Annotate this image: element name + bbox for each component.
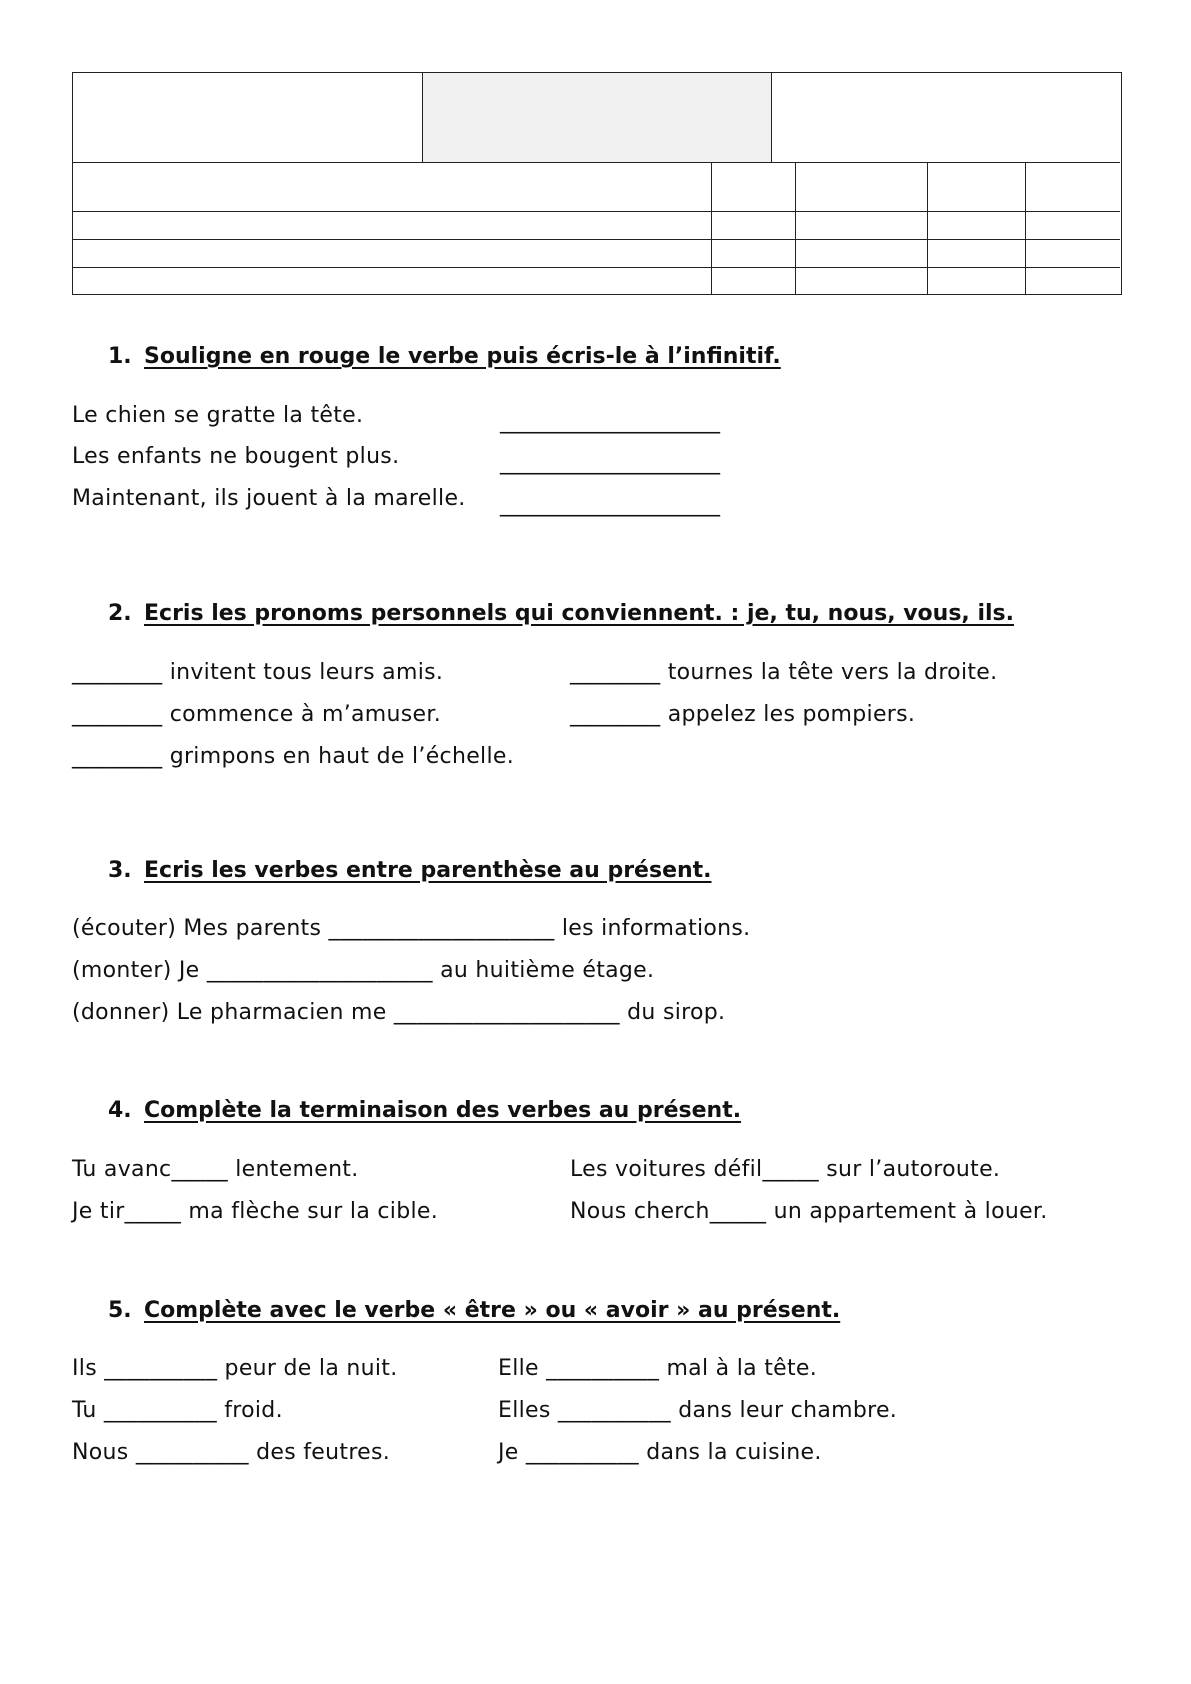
- table-divider: [711, 162, 712, 295]
- ex3-line[interactable]: (donner) Le pharmacien me ____________________ du sirop.: [72, 1000, 726, 1025]
- exercise-number: 5.: [108, 1298, 132, 1323]
- ex3-line[interactable]: (monter) Je ____________________ au huitième étage.: [72, 958, 655, 983]
- table-divider: [422, 73, 423, 162]
- ex2-left-line[interactable]: ________ grimpons en haut de l’échelle.: [72, 744, 514, 769]
- ex1-sentence: Maintenant, ils jouent à la marelle.: [72, 486, 466, 511]
- exercise-number: 4.: [108, 1098, 132, 1123]
- ex4-right-line[interactable]: Nous cherch_____ un appartement à louer.: [570, 1199, 1048, 1224]
- table-divider: [795, 162, 796, 295]
- table-divider: [771, 73, 772, 162]
- exercise-instruction: Complète avec le verbe « être » ou « avoir » au présent.: [144, 1298, 841, 1323]
- ex1-sentence: Les enfants ne bougent plus.: [72, 444, 400, 469]
- table-divider: [73, 239, 1120, 240]
- table-divider: [927, 162, 928, 295]
- ex4-left-line[interactable]: Je tir_____ ma flèche sur la cible.: [72, 1199, 439, 1224]
- ex5-left-line[interactable]: Tu __________ froid.: [72, 1398, 283, 1423]
- exercise-5-title: [108, 1298, 840, 1323]
- ex2-left-line[interactable]: ________ invitent tous leurs amis.: [72, 660, 444, 685]
- table-divider: [73, 162, 1120, 163]
- ex5-right-line[interactable]: Je __________ dans la cuisine.: [498, 1440, 822, 1465]
- header-shaded-cell: [422, 73, 771, 162]
- ex2-right-line[interactable]: ________ tournes la tête vers la droite.: [570, 660, 998, 685]
- ex1-answer-blank[interactable]: ____________________: [500, 492, 720, 517]
- exercise-number: 2.: [108, 601, 132, 626]
- ex1-answer-blank[interactable]: ____________________: [500, 450, 720, 475]
- exercise-3-title: [108, 858, 712, 883]
- table-divider: [1025, 162, 1026, 295]
- ex2-right-line[interactable]: ________ appelez les pompiers.: [570, 702, 916, 727]
- ex5-right-line[interactable]: Elle __________ mal à la tête.: [498, 1356, 818, 1381]
- exercise-2-title: [108, 601, 1014, 626]
- exercise-instruction: Ecris les verbes entre parenthèse au présent.: [144, 858, 712, 883]
- ex5-left-line[interactable]: Nous __________ des feutres.: [72, 1440, 391, 1465]
- exercise-1-title: [108, 344, 781, 369]
- ex1-answer-blank[interactable]: ____________________: [500, 409, 720, 434]
- ex4-left-line[interactable]: Tu avanc_____ lentement.: [72, 1157, 359, 1182]
- exercise-instruction: Complète la terminaison des verbes au présent.: [144, 1098, 742, 1123]
- exercise-instruction: Souligne en rouge le verbe puis écris-le à l’infinitif.: [144, 344, 781, 369]
- ex1-sentence: Le chien se gratte la tête.: [72, 403, 364, 428]
- table-divider: [73, 267, 1120, 268]
- ex4-right-line[interactable]: Les voitures défil_____ sur l’autoroute.: [570, 1157, 1001, 1182]
- exercise-instruction: Ecris les pronoms personnels qui conviennent. : je, tu, nous, vous, ils.: [144, 601, 1014, 626]
- exercise-4-title: [108, 1098, 741, 1123]
- exercise-number: 1.: [108, 344, 132, 369]
- header-table: [72, 72, 1122, 295]
- ex3-line[interactable]: (écouter) Mes parents ____________________ les informations.: [72, 916, 751, 941]
- ex2-left-line[interactable]: ________ commence à m’amuser.: [72, 702, 441, 727]
- table-divider: [73, 211, 1120, 212]
- ex5-left-line[interactable]: Ils __________ peur de la nuit.: [72, 1356, 398, 1381]
- ex5-right-line[interactable]: Elles __________ dans leur chambre.: [498, 1398, 898, 1423]
- exercise-number: 3.: [108, 858, 132, 883]
